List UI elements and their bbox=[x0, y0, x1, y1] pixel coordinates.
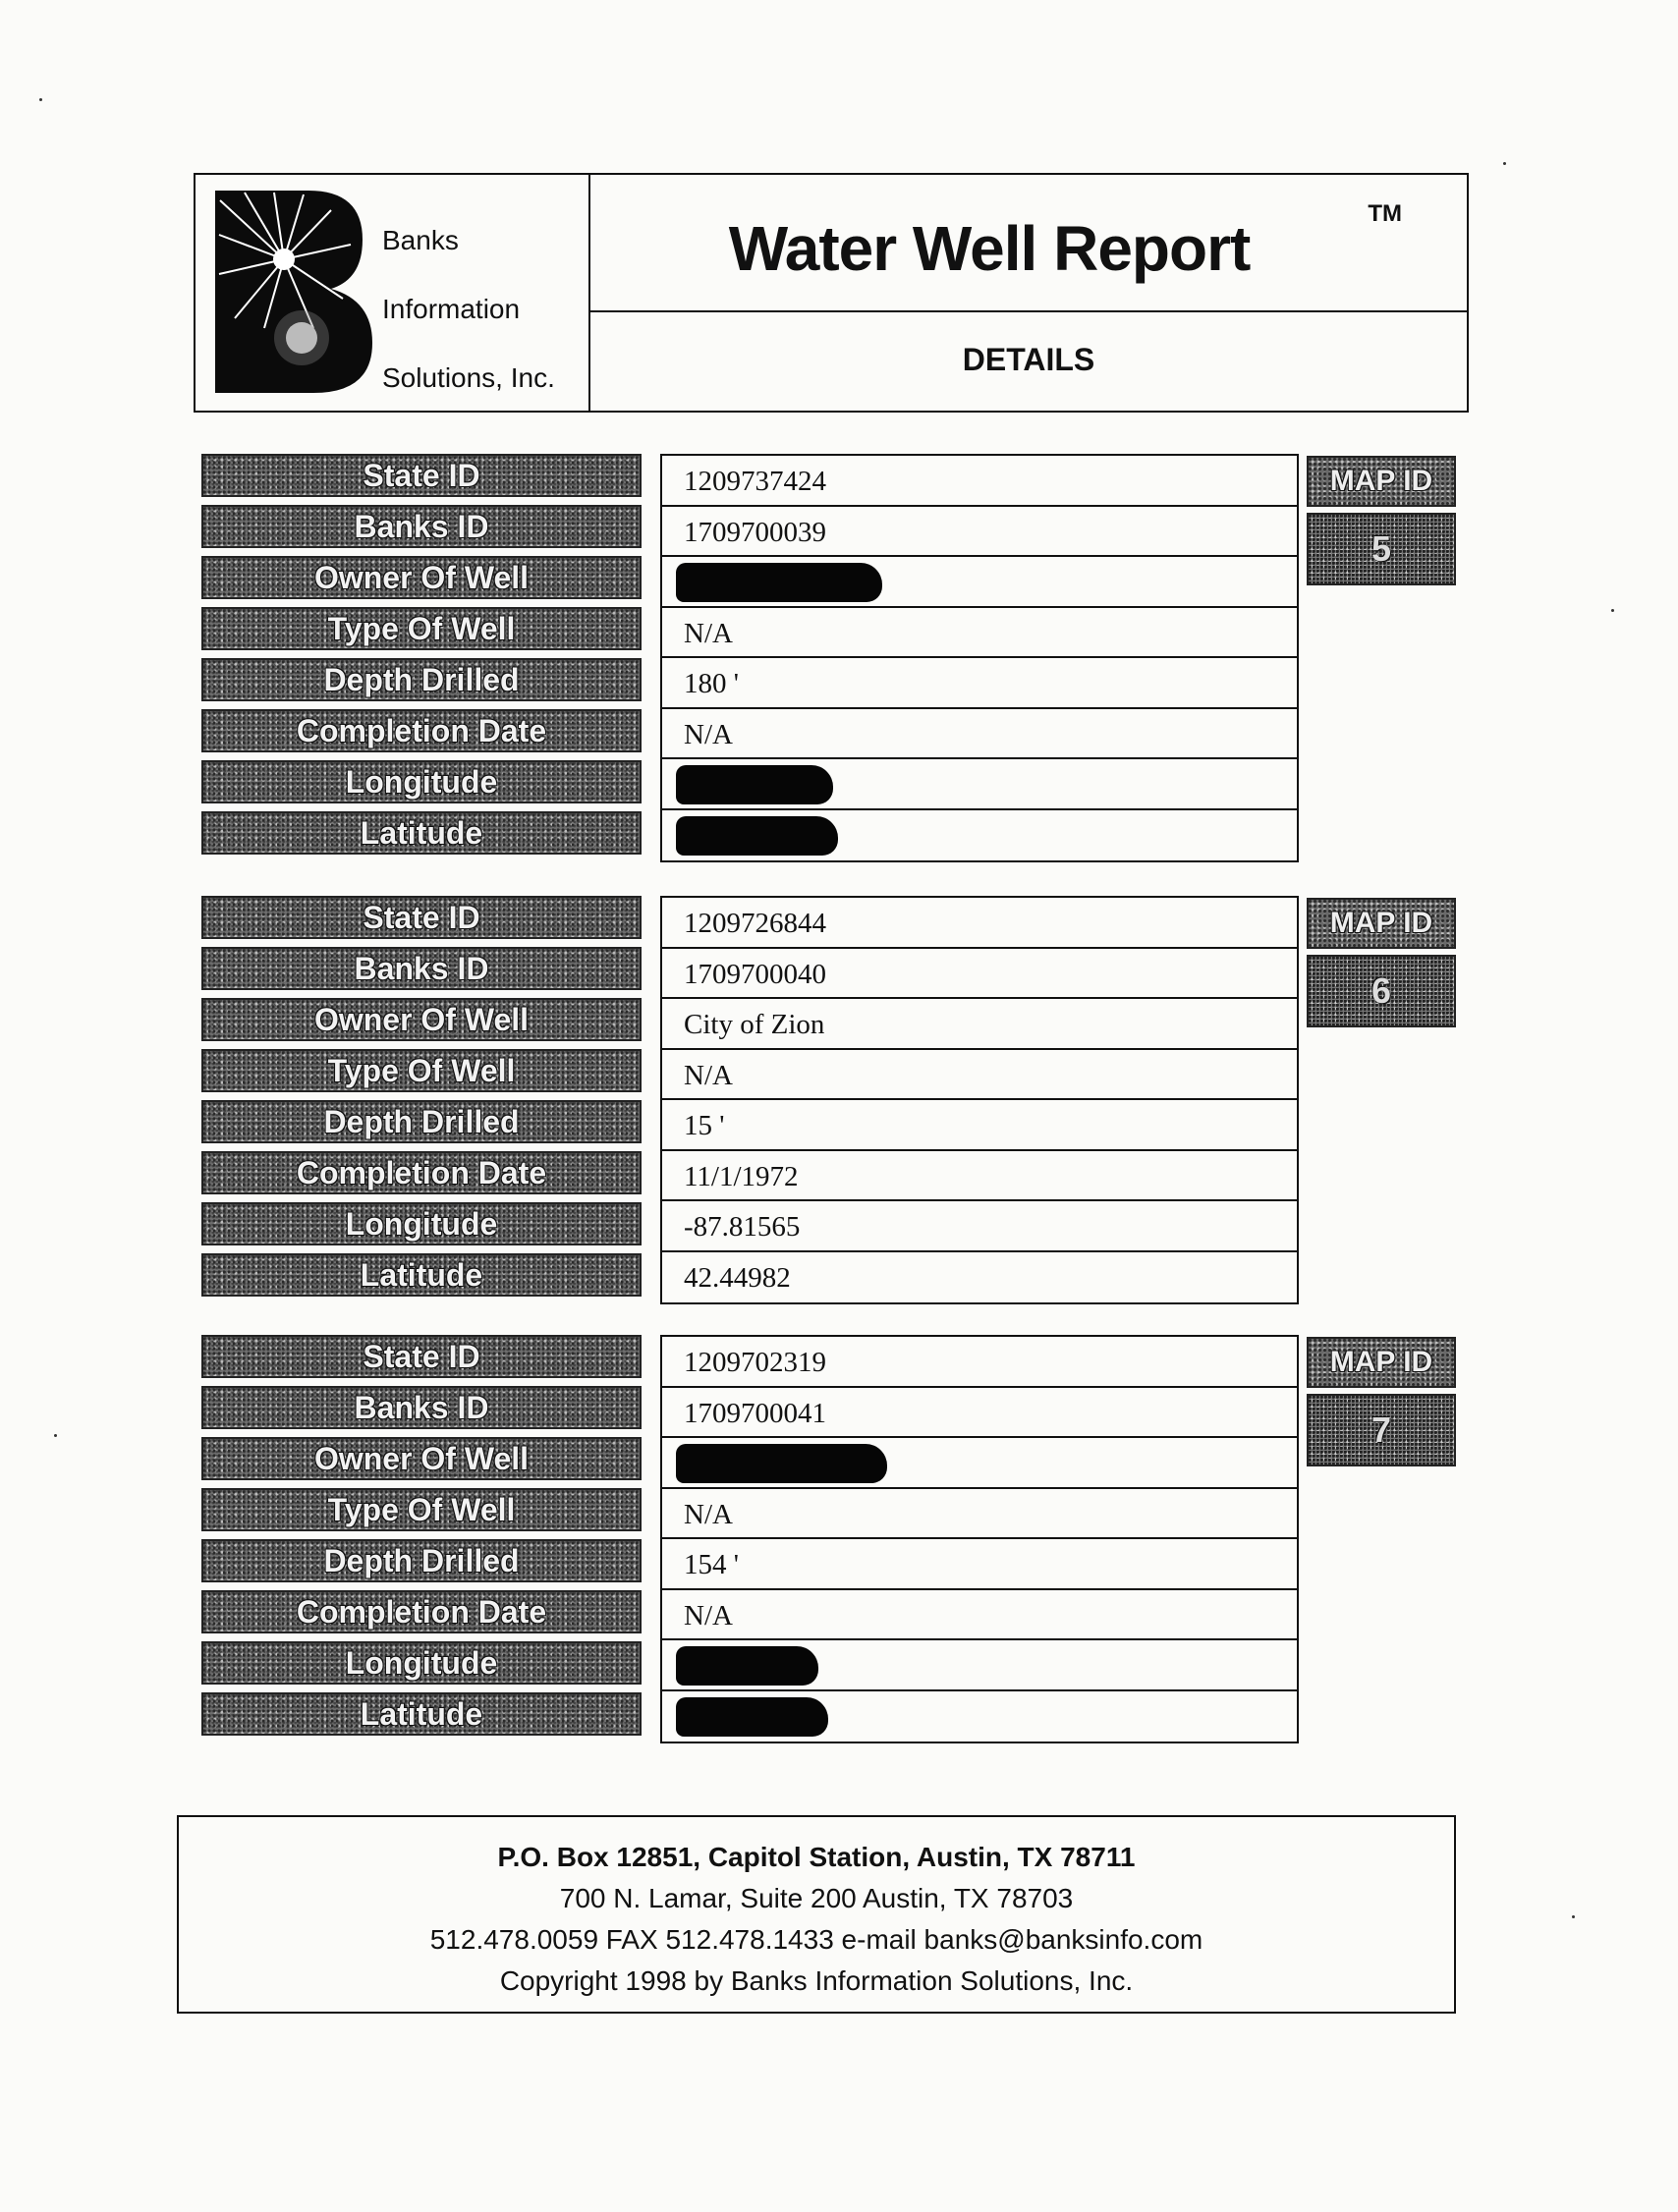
field-value-text: N/A bbox=[684, 1599, 733, 1631]
field-label: Completion Date bbox=[201, 1151, 642, 1194]
company-name bbox=[382, 206, 555, 413]
field-value bbox=[662, 1388, 1297, 1439]
field-value-text: 1709700039 bbox=[684, 516, 826, 548]
footer-street-address: 700 N. Lamar, Suite 200 Austin, TX 78703 bbox=[559, 1883, 1074, 1913]
field-value-text: City of Zion bbox=[684, 1009, 825, 1040]
map-id-label: MAP ID bbox=[1307, 898, 1456, 949]
field-value-table bbox=[660, 454, 1299, 862]
field-label: Latitude bbox=[201, 811, 642, 855]
field-label: Latitude bbox=[201, 1253, 642, 1297]
field-label: Owner Of Well bbox=[201, 556, 642, 599]
field-value-text: 154 ' bbox=[684, 1549, 739, 1580]
report-title: Water Well Report bbox=[728, 213, 1251, 284]
field-value bbox=[662, 810, 1297, 861]
field-label: Completion Date bbox=[201, 1590, 642, 1633]
scan-speck bbox=[1572, 1915, 1575, 1918]
field-label-column bbox=[201, 1335, 642, 1743]
redaction-bar bbox=[676, 1697, 828, 1737]
field-value-text: 15 ' bbox=[684, 1110, 725, 1141]
field-label: Type Of Well bbox=[201, 1049, 642, 1092]
map-id-label: MAP ID bbox=[1307, 456, 1456, 507]
field-label: Owner Of Well bbox=[201, 998, 642, 1041]
company-name-line: Information bbox=[382, 294, 521, 324]
field-value-text: 11/1/1972 bbox=[684, 1160, 799, 1192]
field-value bbox=[662, 999, 1297, 1050]
field-value-table bbox=[660, 896, 1299, 1304]
field-label: Banks ID bbox=[201, 505, 642, 548]
field-value bbox=[662, 456, 1297, 507]
footer-po-box: P.O. Box 12851, Capitol Station, Austin, TX 78711 bbox=[497, 1842, 1136, 1872]
scan-speck bbox=[1503, 162, 1506, 165]
contact-footer bbox=[177, 1815, 1456, 2014]
logo-block bbox=[196, 175, 590, 411]
well-record bbox=[0, 454, 1678, 866]
field-label: Latitude bbox=[201, 1692, 642, 1736]
field-label: Longitude bbox=[201, 1641, 642, 1685]
field-value bbox=[662, 1438, 1297, 1489]
field-value bbox=[662, 1337, 1297, 1388]
field-label-column bbox=[201, 454, 642, 862]
field-label: Depth Drilled bbox=[201, 1100, 642, 1143]
footer-contact-numbers: 512.478.0059 FAX 512.478.1433 e-mail banks@banksinfo.com bbox=[429, 1924, 1203, 1955]
field-label: Depth Drilled bbox=[201, 658, 642, 701]
field-value bbox=[662, 1539, 1297, 1590]
scan-speck bbox=[39, 98, 42, 101]
field-value bbox=[662, 949, 1297, 1000]
redaction-bar bbox=[676, 765, 833, 804]
field-value-text: 180 ' bbox=[684, 668, 739, 699]
redaction-bar bbox=[676, 1444, 887, 1483]
company-name-line: Solutions, Inc. bbox=[382, 362, 555, 393]
field-label: State ID bbox=[201, 896, 642, 939]
field-value-text: 1209737424 bbox=[684, 466, 826, 497]
field-label: Completion Date bbox=[201, 709, 642, 752]
footer-copyright: Copyright 1998 by Banks Information Solutions, Inc. bbox=[499, 1965, 1134, 1996]
field-value bbox=[662, 658, 1297, 709]
redaction-bar bbox=[676, 1646, 818, 1686]
field-label: Longitude bbox=[201, 760, 642, 803]
field-value bbox=[662, 709, 1297, 760]
field-label-column bbox=[201, 896, 642, 1304]
map-id-number: 7 bbox=[1370, 1410, 1392, 1450]
section-subtitle: DETAILS bbox=[962, 342, 1095, 377]
field-value bbox=[662, 1050, 1297, 1101]
map-id-label: MAP ID bbox=[1307, 1337, 1456, 1388]
field-value bbox=[662, 608, 1297, 659]
map-id-number: 6 bbox=[1370, 970, 1392, 1011]
field-value-text: N/A bbox=[684, 1059, 733, 1091]
field-label: Type Of Well bbox=[201, 1488, 642, 1531]
field-value bbox=[662, 1691, 1297, 1742]
field-label: Longitude bbox=[201, 1202, 642, 1245]
field-label: Owner Of Well bbox=[201, 1437, 642, 1480]
field-value-text: 42.44982 bbox=[684, 1261, 791, 1294]
field-value bbox=[662, 1489, 1297, 1540]
redaction-bar bbox=[676, 563, 882, 602]
field-label: Banks ID bbox=[201, 947, 642, 990]
field-value bbox=[662, 898, 1297, 949]
map-id-badge bbox=[1307, 955, 1456, 1027]
field-value bbox=[662, 1100, 1297, 1151]
field-value bbox=[662, 557, 1297, 608]
map-id-number: 5 bbox=[1370, 528, 1392, 569]
field-label: State ID bbox=[201, 454, 642, 497]
field-value bbox=[662, 759, 1297, 810]
field-value-text: 1209726844 bbox=[684, 908, 826, 939]
field-value-text: N/A bbox=[684, 718, 733, 750]
field-value-text: -87.81565 bbox=[684, 1211, 801, 1243]
map-id-badge bbox=[1307, 513, 1456, 585]
field-value-text: 1709700041 bbox=[684, 1397, 826, 1429]
field-label: State ID bbox=[201, 1335, 642, 1378]
field-value-text: 1209702319 bbox=[684, 1347, 826, 1378]
field-value bbox=[662, 1201, 1297, 1252]
field-value-table bbox=[660, 1335, 1299, 1743]
map-id-badge bbox=[1307, 1394, 1456, 1466]
field-value-text: N/A bbox=[684, 617, 733, 649]
well-record bbox=[0, 1335, 1678, 1747]
field-value-text: 1709700040 bbox=[684, 958, 826, 990]
field-value bbox=[662, 1252, 1297, 1303]
field-value bbox=[662, 1590, 1297, 1641]
field-label: Type Of Well bbox=[201, 607, 642, 650]
trademark-symbol: TM bbox=[1368, 200, 1402, 227]
field-label: Banks ID bbox=[201, 1386, 642, 1429]
company-name-line: Banks bbox=[382, 225, 459, 255]
redaction-bar bbox=[676, 816, 838, 856]
report-header bbox=[194, 173, 1469, 413]
field-value-text: N/A bbox=[684, 1498, 733, 1530]
field-value bbox=[662, 1151, 1297, 1202]
title-block bbox=[590, 175, 1467, 312]
field-value bbox=[662, 1640, 1297, 1691]
company-logo-icon bbox=[215, 191, 372, 393]
field-value bbox=[662, 507, 1297, 558]
field-label: Depth Drilled bbox=[201, 1539, 642, 1582]
well-record bbox=[0, 896, 1678, 1308]
